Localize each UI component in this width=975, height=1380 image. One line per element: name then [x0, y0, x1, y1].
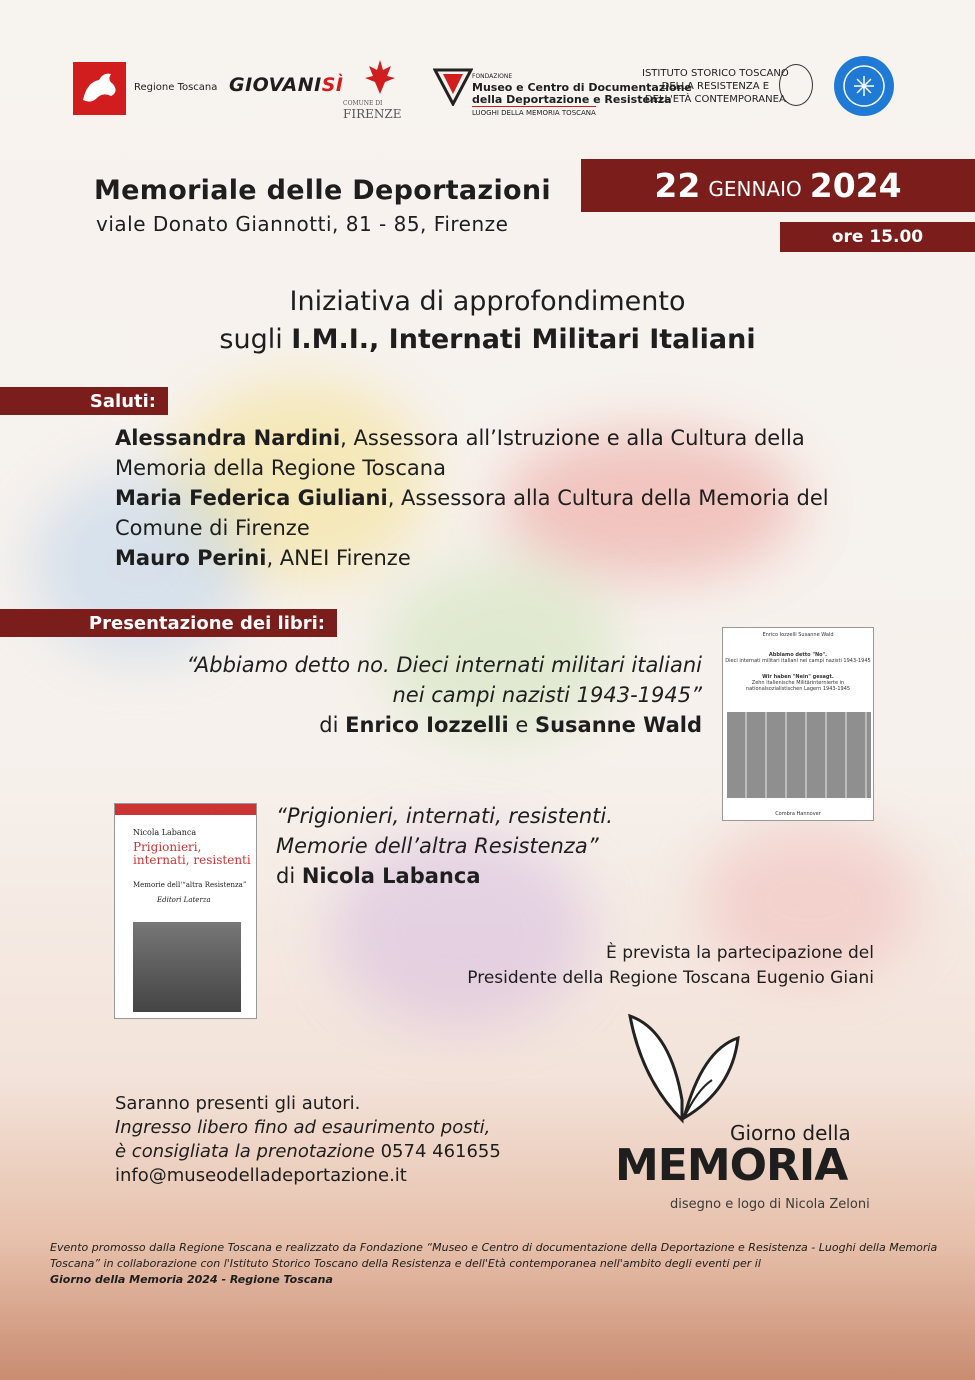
regione-toscana-label: Regione Toscana: [134, 82, 218, 93]
book2-cover-photo: [133, 922, 241, 1012]
intro-line1: Iniziativa di approfondimento: [289, 286, 686, 317]
book1-cover: Enrico Iozzelli Susanne Wald Abbiamo detto "No". Dieci internati militari italiani nei campi nazisti 1943-1945 Wir haben "Nein" gesagt. Zehn italienische Militärinternierte in nationalsozialistischen Lagern 1943-1945 Combra Hannover: [722, 627, 874, 821]
museo-triangle-icon: [433, 66, 473, 106]
book2-cover-band: Storia e Società: [115, 804, 256, 815]
greetings-label: Saluti:: [0, 387, 168, 415]
museo-logo-text: FONDAZIONE Museo e Centro di Documentazione della Deportazione e Resistenza LUOGHI DELLA MEMORIA TOSCANA: [472, 73, 692, 117]
firenze-lily-icon: [363, 58, 397, 96]
greeting-person: Mauro Perini, ANEI Firenze: [115, 546, 411, 570]
book2-cover: Storia e Società Nicola Labanca Prigionieri, internati, resistenti Memorie dell'“altra Resistenza” Editori Laterza: [114, 803, 257, 1019]
contact-email[interactable]: info@museodelladeportazione.it: [115, 1165, 407, 1186]
regione-toscana-logo: [73, 62, 126, 115]
presence-note: È prevista la partecipazione del Presidente della Regione Toscana Eugenio Giani: [467, 943, 874, 988]
date-year: 2024: [809, 166, 902, 205]
comune-firenze-label: COMUNE DI FIRENZE: [343, 100, 402, 121]
intro-line2: sugli I.M.I., Internati Militari Italiani: [219, 324, 756, 355]
book2-title: “Prigionieri, internati, resistenti.: [276, 804, 613, 828]
date-month: GENNAIO: [708, 176, 802, 201]
date-day: 22: [654, 166, 701, 205]
anei-logo: [834, 56, 894, 116]
istituto-storico-label: ISTITUTO STORICO TOSCANO DELLA RESISTENZA E DELL'ETÀ CONTEMPORANEA: [642, 68, 789, 105]
greeting-person: Maria Federica Giuliani, Assessora alla Cultura della Memoria del Comune di Firenze: [115, 486, 829, 540]
memoria-small-text: Giorno della: [730, 1121, 851, 1145]
book1-cover-photos: [727, 712, 871, 798]
book2-info: “Prigionieri, internati, resistenti. Memorie dell’altra Resistenza” di Nicola Labanca: [276, 804, 613, 888]
butterfly-icon: [622, 1010, 742, 1125]
book1-title: “Abbiamo detto no. Dieci internati militari italiani: [186, 653, 702, 677]
anei-emblem-icon: [834, 56, 894, 116]
horse-icon: [73, 62, 126, 115]
giovani-si-logo: GIOVANISÌ: [229, 74, 344, 96]
time-banner: ore 15.00: [780, 222, 975, 252]
footer-note: Evento promosso dalla Regione Toscana e realizzato da Fondazione “Museo e Centro di documentazione della Deportazione e Resistenza - Luoghi della Memoria Toscana” in collaborazione con l'Istituto Storico Toscano della Resistenza e dell'Età contemporanea nell'ambito degli eventi per il Giorno della Memoria 2024 - Regione Toscana: [50, 1241, 938, 1286]
book1-info: “Abbiamo detto no. Dieci internati militari italiani nei campi nazisti 1943-1945” di Enrico Iozzelli e Susanne Wald: [186, 653, 702, 737]
logo-credit: disegno e logo di Nicola Zeloni: [670, 1197, 870, 1212]
attendance-notes: Saranno presenti gli autori. Ingresso libero fino ad esaurimento posti, è consigliata la prenotazione 0574 461655 info@museodelladeportazione.it: [115, 1093, 501, 1186]
venue-title: Memoriale delle Deportazioni: [94, 175, 551, 206]
venue-address: viale Donato Giannotti, 81 - 85, Firenze: [96, 212, 509, 236]
memoria-big-text: MEMORIA: [615, 1140, 848, 1191]
books-label: Presentazione dei libri:: [0, 609, 337, 637]
date-banner: [581, 159, 975, 212]
greeting-person: Alessandra Nardini, Assessora all’Istruzione e alla Cultura della Memoria della Regione Toscana: [115, 426, 805, 480]
istituto-emblem-icon: [779, 64, 813, 106]
